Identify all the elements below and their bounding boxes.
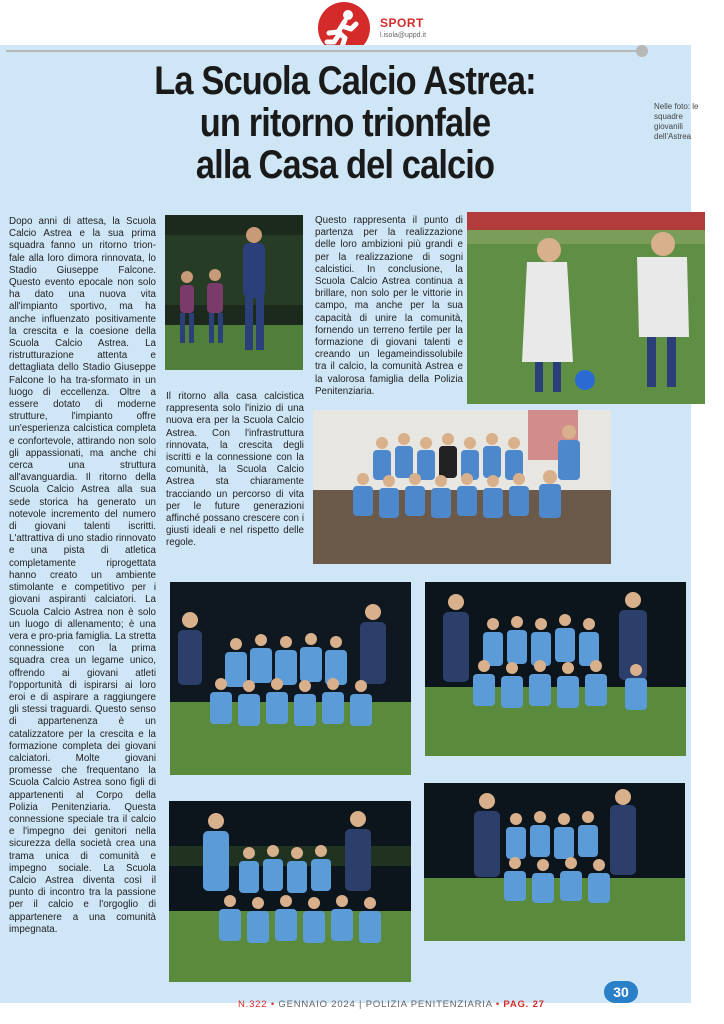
divider-dot xyxy=(636,45,648,57)
issue-date: GENNAIO 2024 xyxy=(278,999,356,1010)
anniversary-badge: 30 xyxy=(604,981,638,1003)
page-footer: N.322 • GENNAIO 2024 | POLIZIA PENITENZIARIA • PAG. 27 xyxy=(238,999,545,1010)
page-number: 27 xyxy=(532,999,545,1010)
photo-team-night-4 xyxy=(424,783,685,941)
article-headline xyxy=(100,60,590,186)
section-label: SPORT xyxy=(380,16,424,30)
photo-kids-training xyxy=(467,212,705,404)
photo-coach-with-kids xyxy=(165,215,303,370)
headline-line-2: un ritorno trionfale xyxy=(199,101,491,145)
article-column-3: Questo rappresenta il punto di partenza per la realizzazione delle loro ambizioni più grandi e per la realizzazione di sogni calcistici. In conclusione, la Scuola Calcio Astrea continua a brillare, non solo per le vittorie in campo, ma anche per la sua capacità di unire la comunità, fornendo un terreno fertile per la formazione di giovani talenti e creando un legameindissolubile tra il calcio, la comunità Astrea e la valorosa famiglia della Polizia Penitenziaria. xyxy=(315,215,463,397)
article-column-1: Dopo anni di attesa, la Scuola Calcio Astrea e la sua prima squadra fanno un ritorno trion-fale alla loro dimora rinnovata, lo Stadio Giuseppe Falcone. Questo evento epocale non solo ha dato una nuova vita all'impianto sportivo, ma ha anche influenzato positivamente la crescita e la coesione della Scuola Calcio Astrea. La ristrutturazione attenta e dettagliata dello Stadio Giuseppe Falcone lo ha tra-sformato in un luogo di eccellenza. Oltre a essere dotato di moderne strutture, l'impianto offre un'esperienza calcistica completa e confortevole, attirando non solo gli appassionati, ma anche chi cerca una struttura all'avanguardia. Il ritorno della Scuola Calcio Astrea alla sua sede storica ha generato un notevole incremento del numero di giovani talenti iscritti. L'attrattiva di uno stadio rinnovato e una pista di atletica completamente riprogettata hanno creato un ambiente stimolante e competitivo per i giovani aspiranti calciatori. La Scuola Calcio Astrea non è solo un luogo di allenamento; è una vera e pro-pria famiglia. La stretta connessione con la prima squadra crea un legame unico, offrendo ai giovani atleti l'opportunità di ispirarsi ai loro eroi e di aspirare a raggiungere gli stessi traguardi. Questo senso di appartenenza è un catalizzatore per la crescita e la formazione completa dei giovani calciatori. Molte giovani promesse che frequentano la Scuola Calcio Astrea sono figli di appartenenti al Corpo della Polizia Penitenziaria. Questa connessione speciale tra il calcio e l'impegno dei genitori nella sicurezza della società crea una trama unica di comunità e impegno sociale. La Scuola Calcio Astrea diventa così il punto di incontro tra la passione per il calcio e l'orgoglio di appartenere a una comunità impegnata. xyxy=(9,216,156,935)
magazine-name: POLIZIA PENITENZIARIA xyxy=(365,999,493,1010)
top-divider xyxy=(6,50,638,52)
article-column-2: Il ritorno alla casa calcistica rappresenta solo l'inizio di una nuova era per la Scuola Calcio Astrea. Con l'infrastruttura rinnovata, la crescita degli iscritti e la connessione con la comunità, la Scuola Calcio Astrea sta chiaramente tracciando un percorso di vita per le future generazioni affinché possano crescere con i giusti ideali e nel rispetto delle regole. xyxy=(166,391,304,549)
headline-line-3: alla Casa del calcio xyxy=(195,143,495,187)
photo-team-indoor xyxy=(313,410,611,564)
photo-team-night-3 xyxy=(169,801,411,982)
page-label: PAG. xyxy=(503,999,530,1010)
headline-line-1: La Scuola Calcio Astrea: xyxy=(154,59,536,103)
photo-caption: Nelle foto: le squadre giovanili dell'Astrea xyxy=(654,102,699,141)
photo-team-night-1 xyxy=(170,582,411,775)
section-email: l.isola@uppd.it xyxy=(380,32,427,39)
photo-team-night-2 xyxy=(425,582,686,756)
issue-number: N.322 xyxy=(238,999,268,1010)
